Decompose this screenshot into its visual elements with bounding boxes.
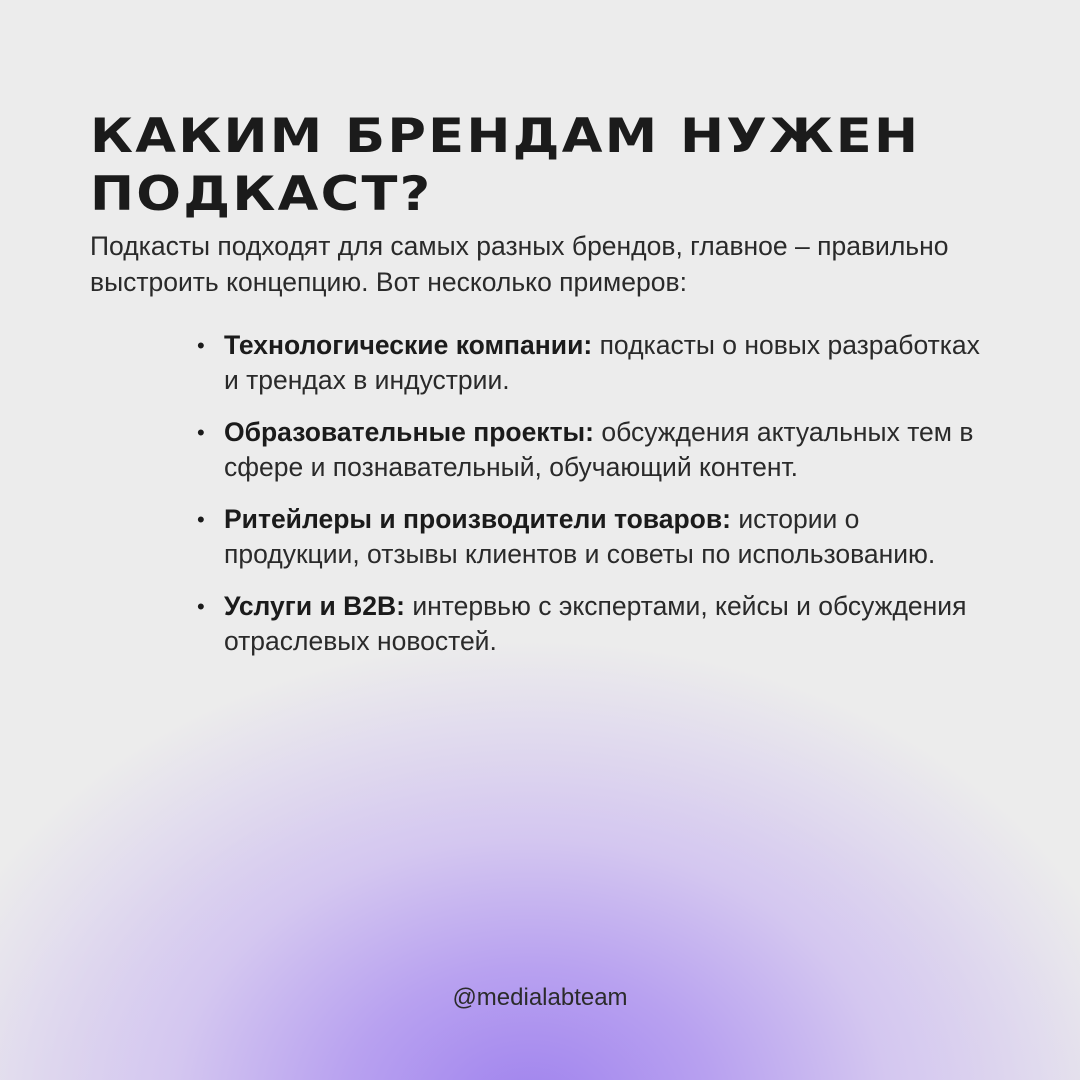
item-title: Услуги и B2B: (224, 591, 405, 621)
list-item (195, 328, 985, 398)
item-text: интервью с экспертами, кейсы и обсуждения отраслевых новостей. (224, 591, 967, 656)
intro-paragraph: Подкасты подходят для самых разных брендов, главное – правильно выстроить концепцию. Вот несколько примеров: (90, 231, 949, 297)
account-handle: @medialabteam (452, 984, 628, 1011)
list-item (195, 502, 985, 572)
bullet-icon: • (197, 420, 205, 445)
item-text: подкасты о новых разработках и трендах в индустрии. (224, 330, 980, 395)
item-title: Образовательные проекты: (224, 417, 595, 447)
bullet-icon: • (197, 333, 205, 358)
list-item (195, 589, 985, 659)
item-text: обсуждения актуальных тем в сфере и познавательный, обучающий контент. (224, 417, 974, 482)
item-title: Технологические компании: (224, 330, 593, 360)
slide-title: КАКИМ БРЕНДАМ НУЖЕН ПОДКАСТ? (90, 109, 921, 222)
bullet-icon: • (197, 507, 205, 532)
examples-list (195, 328, 985, 676)
list-item (195, 415, 985, 485)
item-title: Ритейлеры и производители товаров: (224, 504, 731, 534)
item-text: истории о продукции, отзывы клиентов и советы по использованию. (224, 504, 936, 569)
bullet-icon: • (197, 594, 205, 619)
